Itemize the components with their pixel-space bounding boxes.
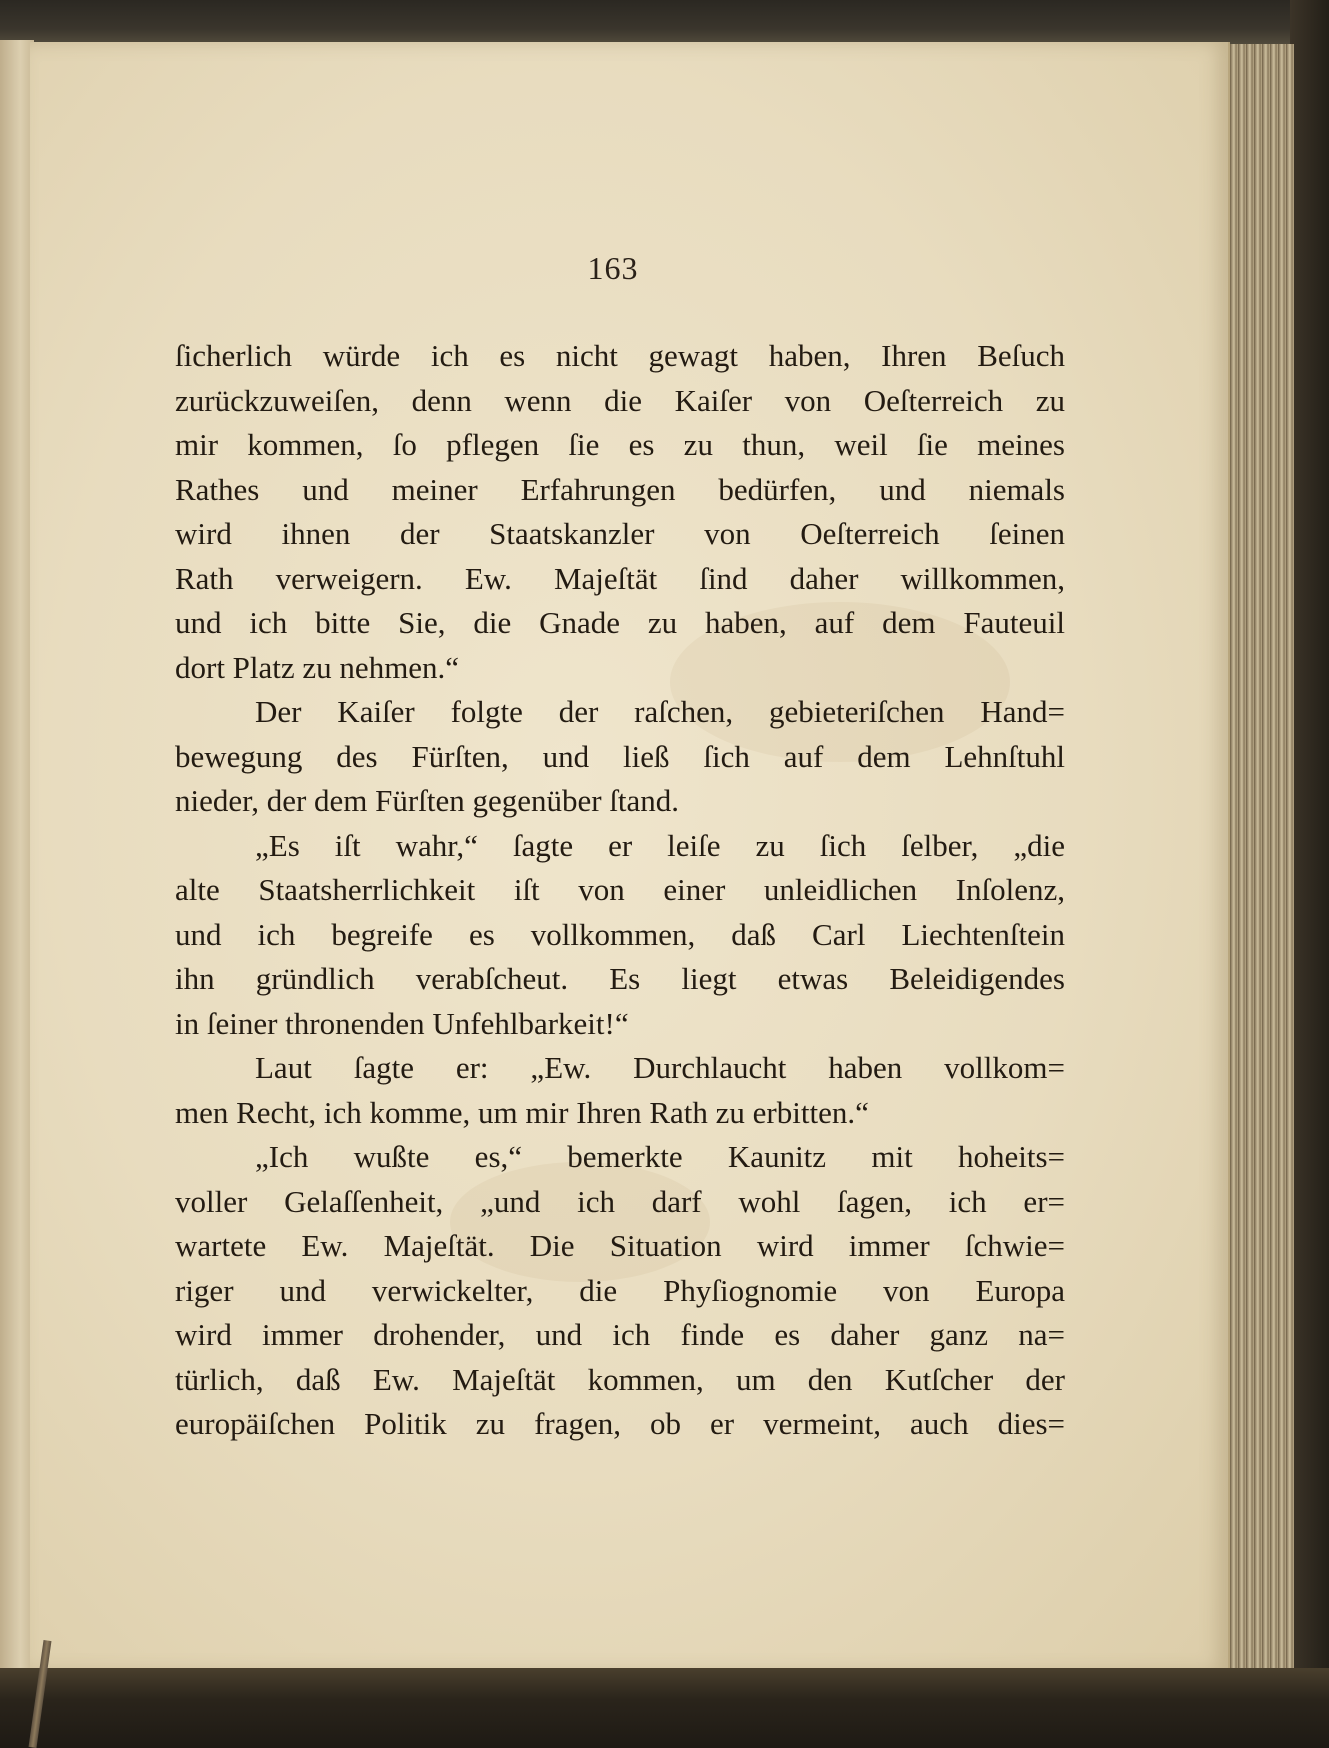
text-line: europäiſchen Politik zu fragen, ob er vermeint, auch dies= (175, 1406, 1065, 1441)
page-number: 163 (587, 250, 639, 286)
text-line: „Ich wußte es,“ bemerkte Kaunitz mit hoheits= (255, 1139, 1065, 1174)
book-cover-top (0, 0, 1329, 48)
text-line: Laut ſagte er: „Ew. Durchlaucht haben vollkom= (255, 1050, 1065, 1085)
text-line: „Es iſt wahr,“ ſagte er leiſe zu ſich ſelber, „die (255, 827, 1065, 863)
page-edges (1222, 44, 1294, 1674)
text-line: Der Kaiſer folgte der raſchen, gebieteriſchen Hand= (255, 694, 1065, 729)
text-line: wird immer drohender, und ich finde es daher ganz na= (175, 1317, 1065, 1352)
text-line: türlich, daß Ew. Majeſtät kommen, um den Kutſcher der (175, 1361, 1065, 1397)
text-line: in ſeiner thronenden Unfehlbarkeit!“ (175, 1005, 629, 1041)
text-line: wartete Ew. Majeſtät. Die Situation wird immer ſchwie= (175, 1228, 1065, 1263)
text-line: ihn gründlich verabſcheut. Es liegt etwas Beleidigendes (175, 961, 1065, 996)
text-line: voller Gelaſſenheit, „und ich darf wohl ſagen, ich er= (175, 1183, 1065, 1219)
facing-page-edge (0, 40, 34, 1680)
text-line: wird ihnen der Staatskanzler von Oeſterreich ſeinen (175, 516, 1065, 551)
text-line: men Recht, ich komme, um mir Ihren Rath zu erbitten.“ (175, 1094, 869, 1130)
text-line: alte Staatsherrlichkeit iſt von einer unleidlichen Inſolenz, (175, 872, 1065, 907)
book-cover-bottom (0, 1668, 1329, 1748)
text-line: riger und verwickelter, die Phyſiognomie von Europa (175, 1272, 1065, 1308)
text-line: ſicherlich würde ich es nicht gewagt haben, Ihren Beſuch (175, 338, 1065, 373)
text-line: bewegung des Fürſten, und ließ ſich auf dem Lehnſtuhl (175, 738, 1065, 774)
text-line: Rathes und meiner Erfahrungen bedürfen, und niemals (175, 471, 1065, 507)
text-line: und ich begreife es vollkommen, daß Carl Liechtenſtein (175, 916, 1065, 952)
text-line: mir kommen, ſo pflegen ſie es zu thun, weil ſie meines (175, 427, 1065, 462)
book-page (30, 42, 1230, 1672)
text-line: nieder, der dem Fürſten gegenüber ſtand. (175, 783, 680, 818)
text-line: Rath verweigern. Ew. Majeſtät ſind daher willkommen, (175, 560, 1065, 596)
text-line: zurückzuweiſen, denn wenn die Kaiſer von Oeſterreich zu (175, 382, 1065, 418)
text-line: und ich bitte Sie, die Gnade zu haben, auf dem Fauteuil (175, 605, 1065, 640)
text-line: dort Platz zu nehmen.“ (175, 649, 460, 685)
book-cover-right (1290, 0, 1329, 1748)
page-text (175, 334, 1065, 1447)
